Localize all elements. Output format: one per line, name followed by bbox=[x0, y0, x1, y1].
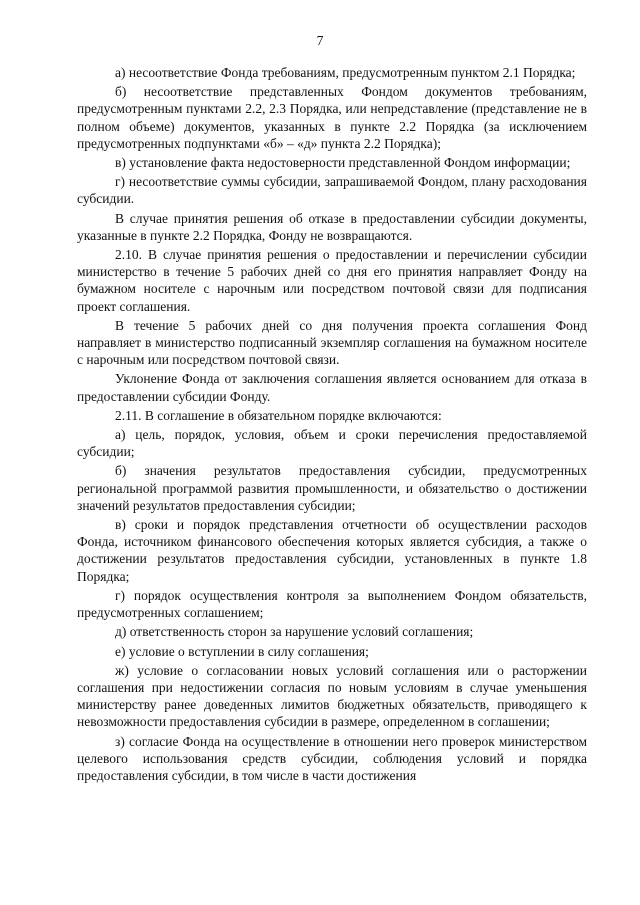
paragraph-reason-g: г) несоответствие суммы субсидии, запрашиваемой Фондом, плану расходования субсидии. bbox=[77, 174, 587, 207]
paragraph-clause-a: а) цель, порядок, условия, объем и сроки перечисления предоставляемой субсидии; bbox=[77, 427, 587, 460]
paragraph-reason-b: б) несоответствие представленных Фондом документов требованиям, предусмотренным пунктами 2.2, 2.3 Порядка, или непредставление (представление не в полном объеме) документов, указанных в пункте 2.2 Порядка (за исключением предусмотренных подпунктами «б» – «д» пункта 2.2 Порядка); bbox=[77, 84, 587, 151]
document-body bbox=[77, 64, 587, 786]
paragraph-clause-z: з) согласие Фонда на осуществление в отношении него проверок министерством целевого использования средств субсидии, соблюдения условий и порядка предоставления субсидии, в том числе в части достижения bbox=[77, 733, 587, 783]
paragraph-2-11: 2.11. В соглашение в обязательном порядке включаются: bbox=[115, 407, 442, 423]
paragraph-reason-v: в) установление факта недостоверности представленной Фондом информации; bbox=[115, 155, 571, 171]
paragraph-documents-not-returned: В случае принятия решения об отказе в предоставлении субсидии документы, указанные в пункте 2.2 Порядка, Фонду не возвращаются. bbox=[77, 210, 587, 243]
paragraph-clause-e: е) условие о вступлении в силу соглашения; bbox=[115, 643, 369, 659]
paragraph-reason-a: а) несоответствие Фонда требованиям, предусмотренным пунктом 2.1 Порядка; bbox=[115, 65, 576, 80]
paragraph-clause-g: г) порядок осуществления контроля за выполнением Фондом обязательств, предусмотренных соглашением; bbox=[77, 587, 587, 621]
paragraph-2-10: 2.10. В случае принятия решения о предоставлении и перечислении субсидии министерство в течение 5 рабочих дней со дня его принятия направляет Фонду на бумажном носителе с нарочным или посредством почтовой связи для подписания проект соглашения. bbox=[77, 247, 587, 314]
paragraph-evasion: Уклонение Фонда от заключения соглашения является основанием для отказа в предоставлении субсидии Фонду. bbox=[77, 371, 587, 404]
paragraph-clause-zh: ж) условие о согласовании новых условий соглашения или о расторжении соглашения при недостижении согласия по новым условиям в случае уменьшения министерству ранее доведенных лимитов бюджетных обязательств, приводящего к невозможности предоставления субсидии в размере, определенном в соглашении; bbox=[77, 662, 587, 730]
paragraph-clause-d: д) ответственность сторон за нарушение условий соглашения; bbox=[115, 624, 474, 640]
page-number: 7 bbox=[316, 33, 324, 48]
paragraph-clause-v: в) сроки и порядок представления отчетности об осуществлении расходов Фонда, источником финансового обеспечения которых является субсидия, а также о достижении результатов предоставления субсидии, установленных в пункте 1.8 Порядка; bbox=[77, 517, 587, 584]
paragraph-clause-b: б) значения результатов предоставления субсидии, предусмотренных региональной программой развития промышленности, и обязательство о достижении значений результатов предоставления субсидии; bbox=[77, 463, 587, 513]
paragraph-signed-copy: В течение 5 рабочих дней со дня получения проекта соглашения Фонд направляет в министерство подписанный экземпляр соглашения на бумажном носителе с нарочным или посредством почтовой связи. bbox=[77, 317, 587, 368]
